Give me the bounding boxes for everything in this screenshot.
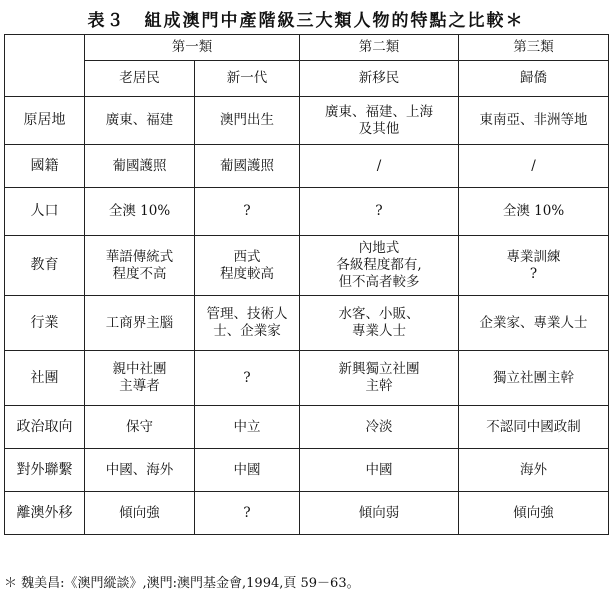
table-cell: 不認同中國政制: [459, 406, 609, 449]
corner-cell: [5, 35, 85, 97]
table-cell: 廣東、福建、上海 及其他: [300, 97, 459, 145]
table-row: [5, 351, 609, 406]
table-cell: 中國、海外: [85, 449, 195, 492]
row-label: 對外聯繫: [5, 449, 85, 492]
subheader-cell: 新移民: [300, 61, 459, 97]
table-row: [5, 97, 609, 145]
table-row: [5, 296, 609, 351]
group-header-cell: 第一類: [85, 35, 300, 61]
table-cell: 葡國護照: [85, 145, 195, 188]
footnote: ＊ 魏美昌:《澳門縱談》,澳門:澳門基金會,1994,頁 59－63。: [4, 576, 360, 591]
table-cell: 中立: [195, 406, 300, 449]
table-row: [5, 406, 609, 449]
table-cell: 新興獨立社團 主幹: [300, 351, 459, 406]
table-cell: ?: [195, 351, 300, 406]
table-row: [5, 145, 609, 188]
table-cell: 工商界主腦: [85, 296, 195, 351]
comparison-table: [4, 34, 609, 535]
table-cell: 管理、技術人 士、企業家: [195, 296, 300, 351]
table-cell: 獨立社團主幹: [459, 351, 609, 406]
row-label: 離澳外移: [5, 492, 85, 535]
row-label: 原居地: [5, 97, 85, 145]
row-label: 社團: [5, 351, 85, 406]
table-cell: 華語傳統式 程度不高: [85, 236, 195, 296]
table-cell: /: [459, 145, 609, 188]
table-cell: 全澳 10%: [85, 188, 195, 236]
table-cell: ?: [195, 492, 300, 535]
table-cell: /: [300, 145, 459, 188]
subheader-row: [5, 61, 609, 97]
table-row: [5, 236, 609, 296]
table-row: [5, 492, 609, 535]
subheader-cell: 新一代: [195, 61, 300, 97]
group-header-row: [5, 35, 609, 61]
table-cell: 冷淡: [300, 406, 459, 449]
table-cell: ?: [195, 188, 300, 236]
table-cell: 傾向強: [459, 492, 609, 535]
row-label: 行業: [5, 296, 85, 351]
table-cell: 內地式 各級程度都有, 但不高者較多: [300, 236, 459, 296]
table-cell: 專業訓練 ?: [459, 236, 609, 296]
table-cell: 企業家、專業人士: [459, 296, 609, 351]
table-cell: 全澳 10%: [459, 188, 609, 236]
table-cell: 葡國護照: [195, 145, 300, 188]
table-cell: 中國: [300, 449, 459, 492]
group-header-cell: 第三類: [459, 35, 609, 61]
table-cell: 澳門出生: [195, 97, 300, 145]
table-cell: 東南亞、非洲等地: [459, 97, 609, 145]
table-cell: 傾向強: [85, 492, 195, 535]
group-header-cell: 第二類: [300, 35, 459, 61]
table-cell: 水客、小販、 專業人士: [300, 296, 459, 351]
table-cell: 中國: [195, 449, 300, 492]
table-title: 表３ 組成澳門中產階級三大類人物的特點之比較＊: [87, 11, 525, 31]
table-cell: 親中社團 主導者: [85, 351, 195, 406]
row-label: 國籍: [5, 145, 85, 188]
row-label: 教育: [5, 236, 85, 296]
table-cell: 廣東、福建: [85, 97, 195, 145]
table-cell: ?: [300, 188, 459, 236]
subheader-cell: 歸僑: [459, 61, 609, 97]
table-row: [5, 188, 609, 236]
table-cell: 海外: [459, 449, 609, 492]
row-label: 人口: [5, 188, 85, 236]
table-cell: 西式 程度較高: [195, 236, 300, 296]
table-cell: 傾向弱: [300, 492, 459, 535]
subheader-cell: 老居民: [85, 61, 195, 97]
table-row: [5, 449, 609, 492]
table-cell: 保守: [85, 406, 195, 449]
row-label: 政治取向: [5, 406, 85, 449]
